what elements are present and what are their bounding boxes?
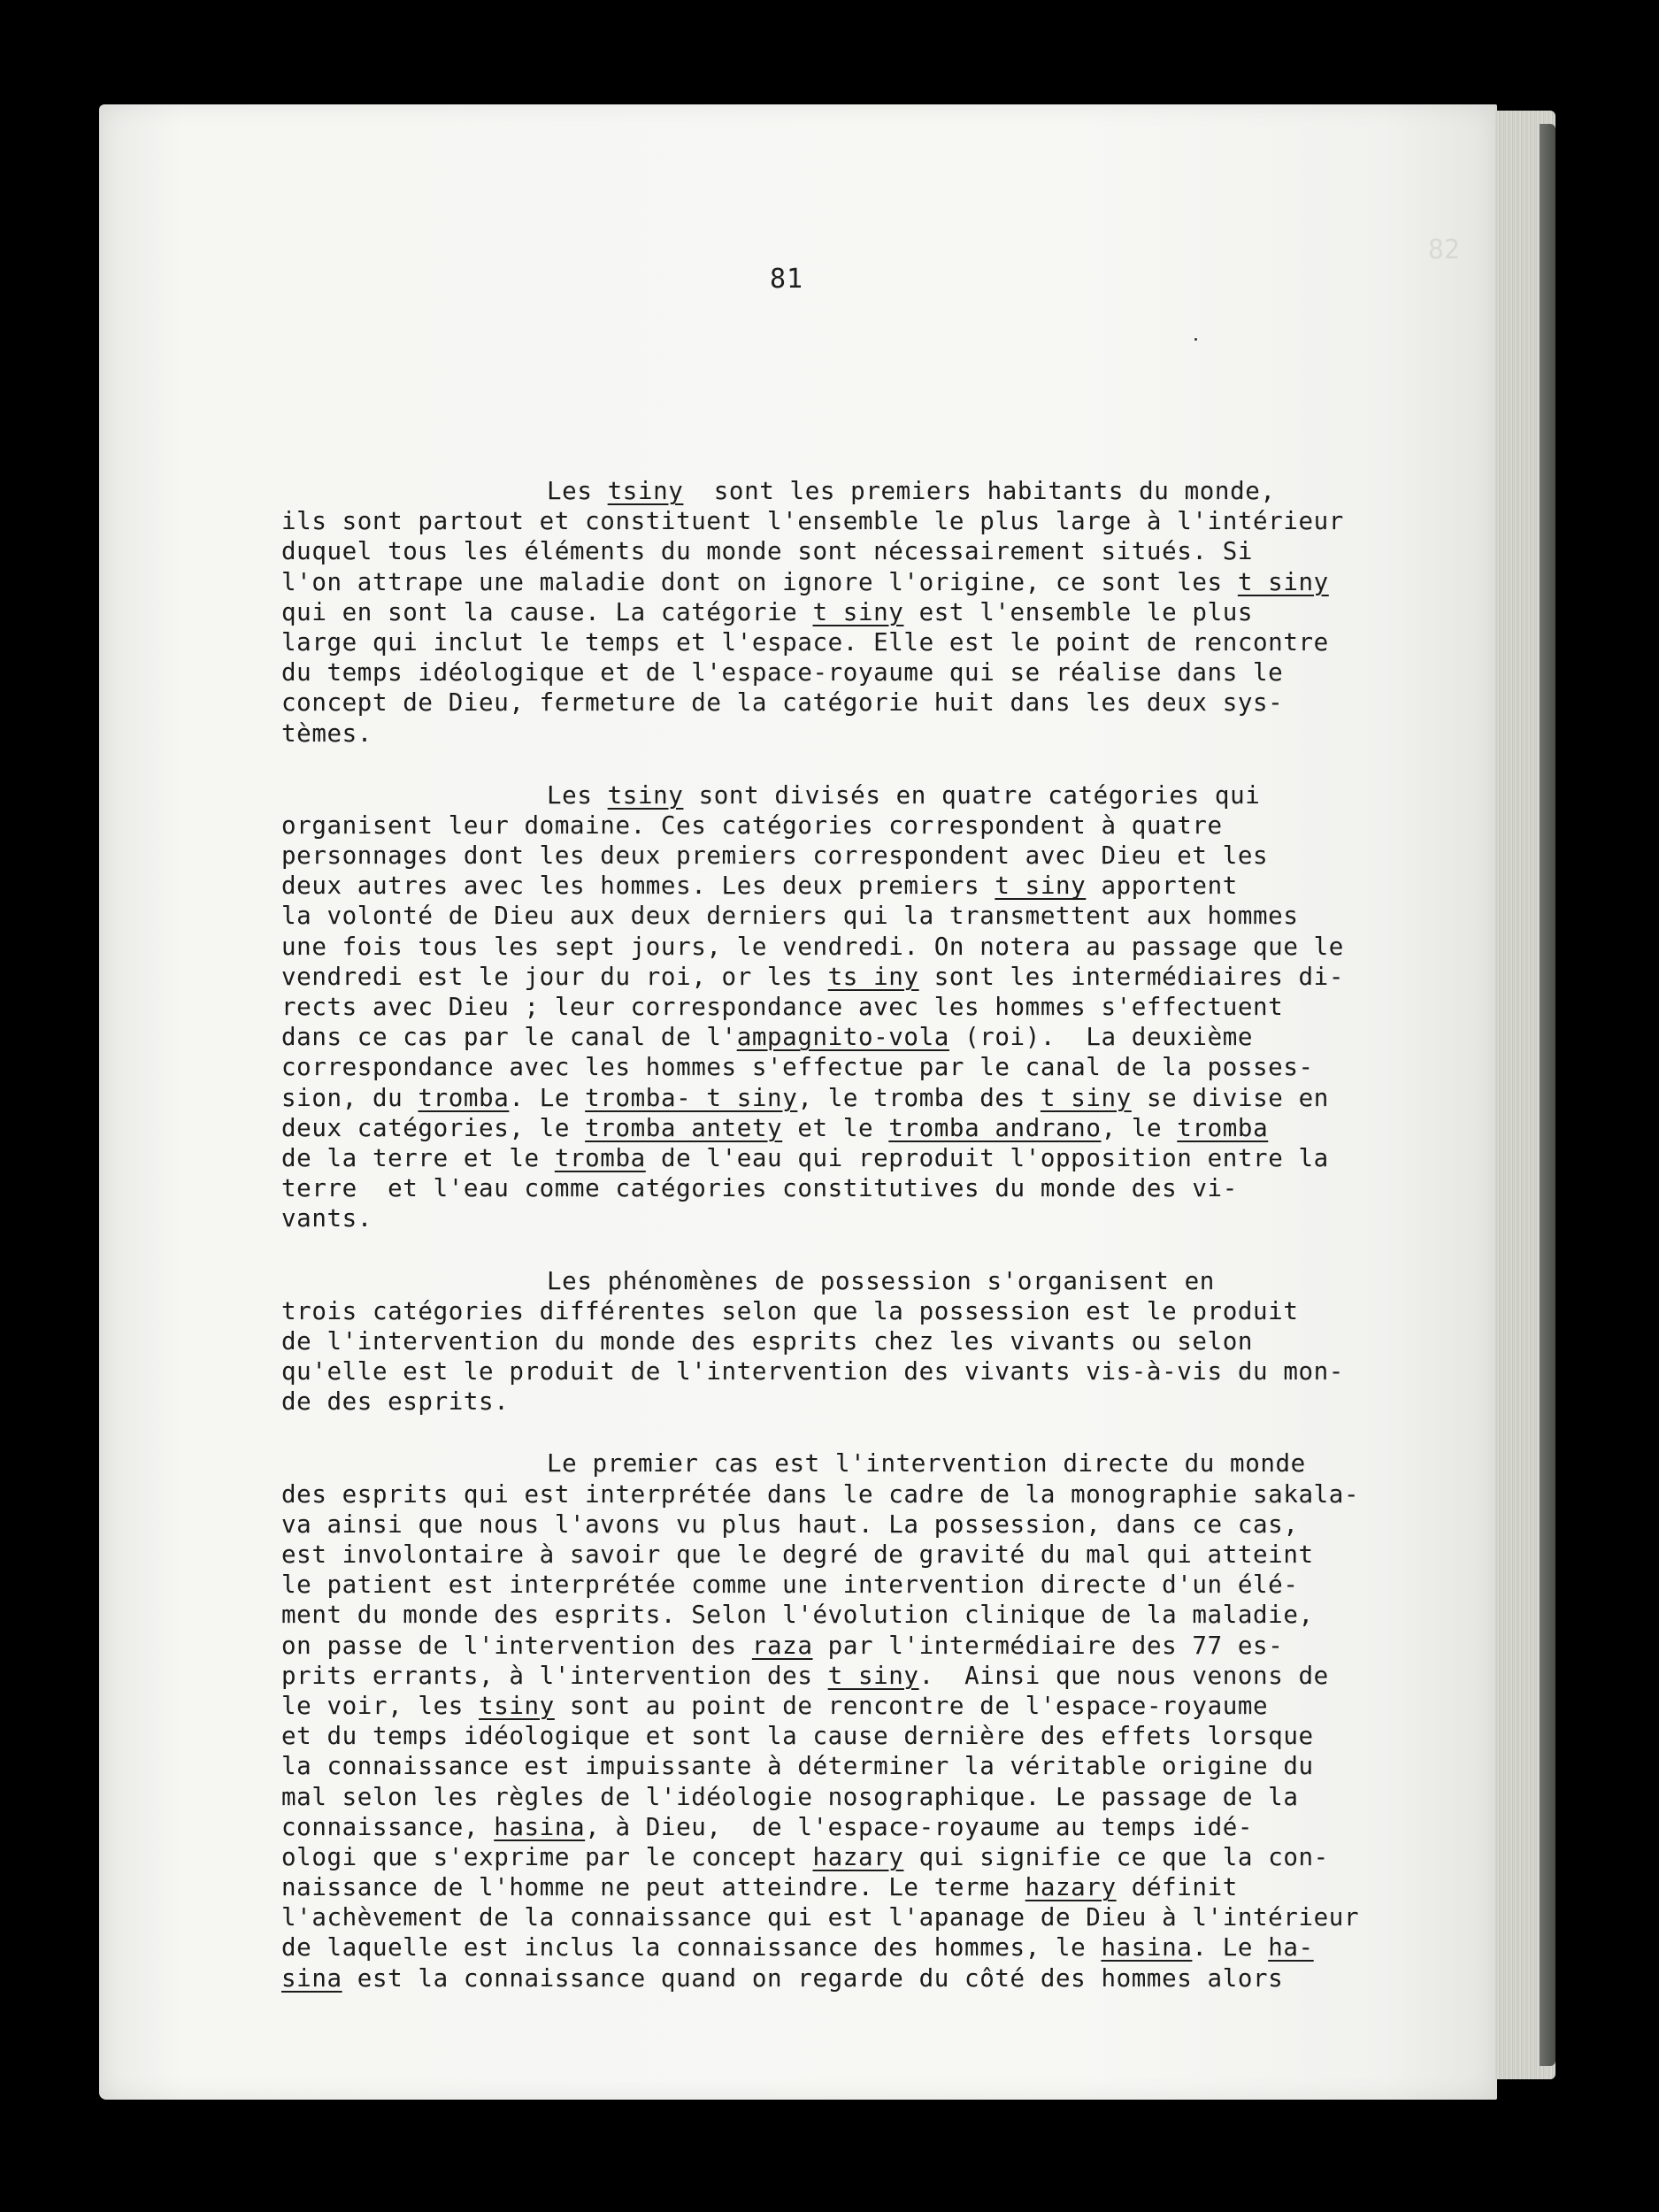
text-run: l'on attrape une maladie dont on ignore l'origine, ce sont les — [281, 567, 1238, 596]
text-run: une fois tous les sept jours, le vendredi. On notera au passage que le — [281, 932, 1344, 961]
text-run: définit — [1116, 1873, 1238, 1902]
text-line — [281, 1052, 1343, 1082]
paragraph — [281, 1266, 1343, 1417]
text-run: des esprits qui est interprétée dans le cadre de la monographie sakala- — [281, 1479, 1360, 1509]
text-line — [281, 901, 1343, 931]
text-line — [281, 567, 1343, 597]
underlined-term: tsiny — [607, 477, 684, 505]
text-run: deux autres avec les hommes. Les deux premiers — [281, 872, 995, 901]
text-line — [281, 1266, 1343, 1296]
underlined-term: ampagnito-vola — [736, 1023, 949, 1052]
text-line — [281, 1143, 1343, 1173]
text-run: et le — [782, 1113, 889, 1142]
text-line — [281, 1812, 1343, 1842]
text-line — [281, 1842, 1343, 1872]
text-run: , à Dieu, de l'espace-royaume au temps idé- — [585, 1812, 1254, 1841]
text-run: est l'ensemble le plus — [903, 597, 1254, 626]
text-run: large qui inclut le temps et l'espace. Elle est le point de rencontre — [281, 627, 1329, 657]
text-run: duquel tous les éléments du monde sont nécessairement situés. Si — [281, 537, 1254, 566]
body-text — [281, 476, 1360, 2025]
text-run: ment du monde des esprits. Selon l'évolution clinique de la maladie, — [281, 1601, 1314, 1630]
text-run: on passe de l'intervention des — [281, 1631, 752, 1660]
text-line — [281, 1570, 1343, 1600]
underlined-term: tromba- t siny — [585, 1083, 798, 1112]
text-line — [281, 1113, 1343, 1143]
text-run: qui signifie ce que la con- — [903, 1842, 1329, 1871]
underlined-term: raza — [751, 1631, 813, 1660]
text-run: mal selon les règles de l'idéologie nosographique. Le passage de la — [281, 1782, 1299, 1811]
text-run: correspondance avec les hommes s'effectue par le canal de la posses- — [281, 1053, 1314, 1082]
text-line — [281, 1386, 1343, 1417]
text-run: trois catégories différentes selon que la possession est le produit — [281, 1296, 1299, 1325]
text-run: . Le — [1192, 1933, 1269, 1962]
text-line — [281, 1326, 1343, 1356]
underlined-term: tsiny — [479, 1691, 555, 1720]
underlined-term: tsiny — [607, 780, 684, 810]
text-run: de des esprits. — [281, 1387, 510, 1417]
text-run: qu'elle est le produit de l'intervention des vivants vis-à-vis du mon- — [281, 1357, 1344, 1386]
text-run: est la connaissance quand on regarde du côté des hommes alors — [342, 1963, 1284, 1993]
text-run: du temps idéologique et de l'espace-royaume qui se réalise dans le — [281, 658, 1284, 687]
text-run: est involontaire à savoir que le degré de gravité du mal qui atteint — [281, 1540, 1314, 1569]
text-run: de l'eau qui reproduit l'opposition entre la — [645, 1143, 1329, 1172]
text-line — [281, 536, 1343, 566]
underlined-term: t siny — [1237, 567, 1329, 596]
text-run: Le premier cas est l'intervention directe du monde — [547, 1449, 1306, 1479]
text-run: le patient est interprétée comme une intervention directe d'un élé- — [281, 1571, 1299, 1600]
text-run: Les phénomènes de possession s'organisent en — [547, 1266, 1215, 1295]
paragraph — [281, 476, 1343, 749]
text-run: vants. — [281, 1204, 373, 1233]
text-run: sont les premiers habitants du monde, — [683, 477, 1276, 505]
text-run: ologi que s'exprime par le concept — [281, 1842, 813, 1871]
text-run: connaissance, — [281, 1812, 495, 1841]
text-run: tèmes. — [281, 718, 373, 748]
text-line — [281, 1600, 1343, 1630]
text-run: se divise en — [1131, 1083, 1329, 1112]
text-line — [281, 1963, 1343, 1993]
underlined-term: ts iny — [827, 962, 919, 991]
text-run: deux catégories, le — [281, 1113, 586, 1142]
underlined-term: t siny — [812, 597, 904, 626]
text-run: . Ainsi que nous venons de — [918, 1661, 1329, 1690]
page-number: 81 — [770, 264, 804, 295]
text-run: rects avec Dieu ; leur correspondance avec les hommes s'effectuent — [281, 993, 1284, 1021]
text-run: sont les intermédiaires di- — [918, 962, 1344, 991]
text-run: l'achèvement de la connaissance qui est l'apanage de Dieu à l'intérieur — [281, 1903, 1360, 1932]
text-run: qui en sont la cause. La catégorie — [281, 597, 813, 626]
text-run: de l'intervention du monde des esprits chez les vivants ou selon — [281, 1326, 1254, 1356]
text-run: naissance de l'homme ne peut atteindre. Le terme — [281, 1873, 1025, 1902]
underlined-term: tromba antety — [585, 1113, 783, 1142]
text-run: la volonté de Dieu aux deux derniers qui la transmettent aux hommes — [281, 902, 1299, 931]
text-line — [281, 687, 1343, 718]
text-run: (roi). La deuxième — [949, 1023, 1254, 1052]
text-line — [281, 1872, 1343, 1902]
text-run: par l'intermédiaire des 77 es- — [812, 1631, 1284, 1660]
text-run: Les — [547, 780, 608, 810]
text-run: sont divisés en quatre catégories qui — [683, 780, 1261, 810]
text-line — [281, 1296, 1343, 1326]
text-line — [281, 657, 1343, 687]
text-line — [281, 597, 1343, 627]
text-line — [281, 871, 1343, 901]
text-run: dans ce cas par le canal de l' — [281, 1023, 737, 1052]
text-run: organisent leur domaine. Ces catégories correspondent à quatre — [281, 810, 1223, 840]
text-line — [281, 1661, 1343, 1691]
text-run: , le — [1101, 1113, 1178, 1142]
text-run: de laquelle est inclus la connaissance des hommes, le — [281, 1933, 1102, 1962]
text-run: sion, du — [281, 1083, 419, 1112]
paragraph — [281, 1448, 1360, 1993]
text-run: Les — [547, 477, 608, 505]
text-line — [281, 992, 1343, 1022]
text-line — [281, 1540, 1343, 1570]
text-line — [281, 1509, 1343, 1540]
underlined-term: hazary — [812, 1842, 904, 1871]
text-run: terre et l'eau comme catégories constitutives du monde des vi- — [281, 1174, 1238, 1203]
text-line — [281, 476, 1343, 506]
text-line — [281, 1721, 1343, 1751]
text-line — [281, 1691, 1343, 1721]
text-line — [281, 780, 1343, 810]
text-line — [281, 1479, 1360, 1509]
underlined-term: t siny — [827, 1661, 919, 1690]
ink-speck — [1194, 338, 1197, 341]
bleed-through-page-number: 82 — [1427, 234, 1460, 265]
underlined-term: t siny — [995, 872, 1087, 901]
text-run: personnages dont les deux premiers correspondent avec Dieu et les — [281, 841, 1269, 871]
text-line — [281, 932, 1343, 962]
text-line — [281, 1203, 1343, 1233]
text-line — [281, 1448, 1343, 1479]
text-line — [281, 1782, 1343, 1812]
text-run: apportent — [1086, 872, 1238, 901]
underlined-term: tromba andrano — [888, 1113, 1102, 1142]
text-run: prits errants, à l'intervention des — [281, 1661, 828, 1690]
text-line — [281, 1631, 1343, 1661]
underlined-term: sina — [281, 1963, 342, 1993]
underlined-term: hasina — [494, 1812, 586, 1841]
text-run: la connaissance est impuissante à déterminer la véritable origine du — [281, 1752, 1314, 1781]
text-run: va ainsi que nous l'avons vu plus haut. La possession, dans ce cas, — [281, 1509, 1299, 1539]
text-line — [281, 810, 1343, 841]
text-line — [281, 1173, 1343, 1203]
text-line — [281, 1022, 1343, 1052]
text-line — [281, 506, 1343, 536]
underlined-term: t siny — [1040, 1083, 1132, 1112]
underlined-term: tromba — [554, 1143, 646, 1172]
underlined-term: ha- — [1268, 1933, 1314, 1962]
text-run: de la terre et le — [281, 1143, 555, 1172]
text-run: sont au point de rencontre de l'espace-royaume — [554, 1691, 1269, 1720]
text-run: . Le — [509, 1083, 586, 1112]
book-spine-edge — [1540, 124, 1555, 2066]
text-run: vendredi est le jour du roi, or les — [281, 962, 828, 991]
text-run: et du temps idéologique et sont la cause dernière des effets lorsque — [281, 1722, 1314, 1751]
text-line — [281, 1751, 1343, 1781]
text-run: , le tromba des — [797, 1083, 1041, 1112]
underlined-term: tromba — [1177, 1113, 1269, 1142]
text-run: le voir, les — [281, 1691, 480, 1720]
text-line — [281, 962, 1343, 992]
underlined-term: tromba — [418, 1083, 510, 1112]
paragraph — [281, 780, 1343, 1234]
text-line — [281, 1356, 1343, 1386]
underlined-term: hazary — [1025, 1873, 1117, 1902]
text-run: ils sont partout et constituent l'ensemble le plus large à l'intérieur — [281, 507, 1344, 536]
text-line — [281, 1932, 1343, 1962]
text-line — [281, 718, 1343, 749]
text-line — [281, 1902, 1360, 1932]
text-run: concept de Dieu, fermeture de la catégorie huit dans les deux sys- — [281, 688, 1284, 718]
text-line — [281, 627, 1343, 657]
underlined-term: hasina — [1101, 1933, 1193, 1962]
text-line — [281, 841, 1343, 871]
text-line — [281, 1083, 1343, 1113]
